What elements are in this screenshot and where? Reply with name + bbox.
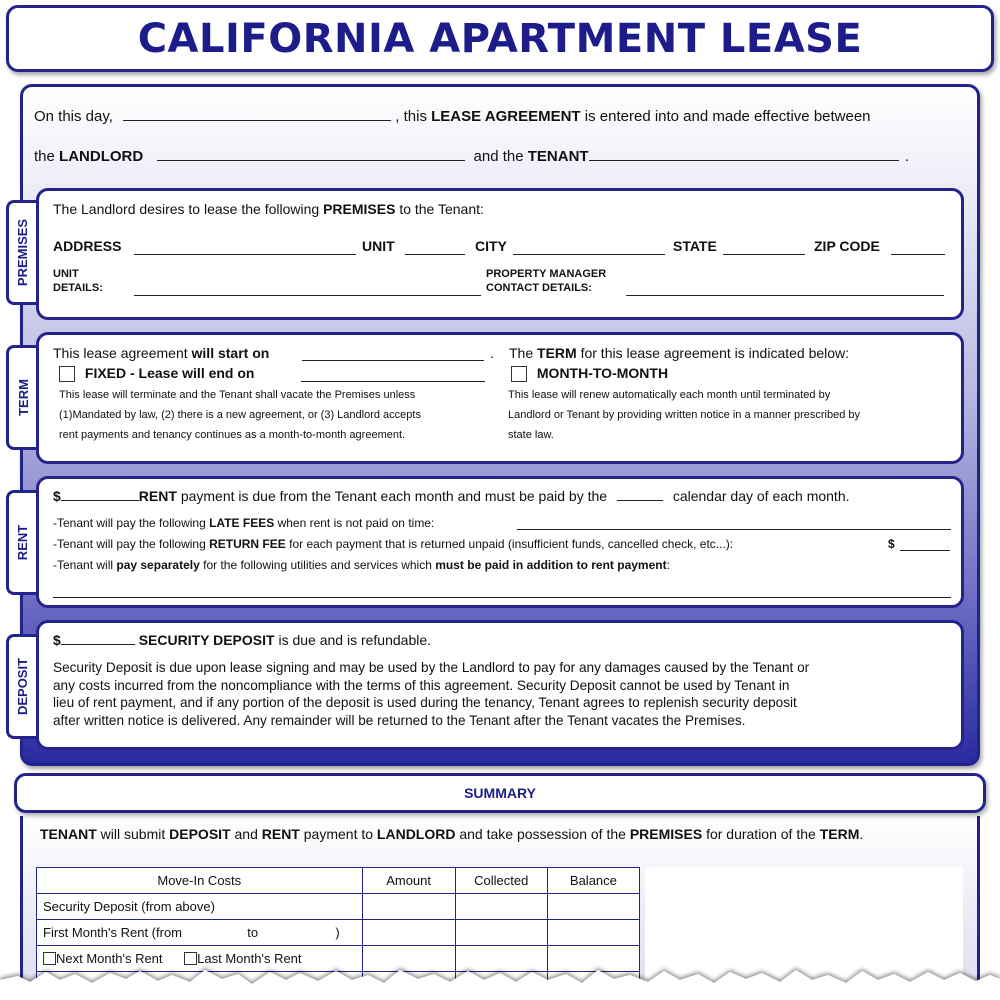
text: .: [490, 345, 494, 361]
rent-line: [53, 488, 850, 504]
fixed-description: [59, 385, 421, 445]
intro-line-2: [34, 148, 909, 165]
text: TERM: [537, 345, 577, 361]
intro-text: is entered into and made effective between: [584, 108, 871, 125]
amount-cell[interactable]: [362, 894, 455, 920]
text: payment is due from the Tenant each month and must be paid by the: [180, 488, 608, 504]
tab-premises-label: PREMISES: [15, 218, 31, 287]
text: ADDRESS: [53, 238, 122, 254]
text: The: [509, 345, 534, 361]
text: First Month's Rent (from: [43, 925, 183, 940]
table-header-row: [37, 868, 640, 894]
city-label: [475, 238, 507, 254]
text: ZIP CODE: [814, 238, 880, 254]
row-label: Security Deposit (from above): [37, 894, 363, 920]
late-fees-line: [53, 516, 434, 530]
amount-cell[interactable]: [362, 920, 455, 946]
text: must be paid in addition to rent payment: [435, 558, 667, 572]
text: PREMISES: [323, 201, 396, 217]
start-date-field[interactable]: [302, 360, 484, 361]
text: -Tenant will: [53, 558, 114, 572]
text: This lease will terminate and the Tenant shall vacate the Premises unless: [59, 389, 416, 401]
mtm-description: [508, 385, 860, 445]
summary-heading: SUMMARY: [464, 785, 536, 801]
unit-details-field[interactable]: [134, 295, 481, 296]
tab-rent: [6, 490, 37, 595]
tenant-label: TENANT: [527, 148, 589, 165]
text: Landlord or Tenant by providing written notice in a manner prescribed by: [508, 409, 860, 421]
address-label: [53, 238, 121, 254]
text: UNIT: [53, 268, 79, 280]
summary-bar: [14, 773, 986, 813]
text: when rent is not paid on time:: [277, 516, 435, 530]
text: SECURITY DEPOSIT: [138, 632, 275, 648]
text: (1)Mandated by law, (2) there is a new agreement, or (3) Landlord accepts: [59, 409, 421, 421]
text: calendar day of each month.: [672, 488, 850, 504]
text: lieu of rent payment, and if any portion of the deposit is used during the tenancy, Tenant agrees to replenish security deposit: [53, 695, 797, 710]
unit-field[interactable]: [405, 254, 465, 255]
term-panel: [36, 332, 964, 464]
text: Security Deposit is due upon lease signing and may be used by the Landlord to pay for any damages caused by the Tenant or: [53, 660, 810, 675]
text: TERM: [819, 826, 860, 842]
text: This lease will renew automatically each month until terminated by: [508, 389, 831, 401]
premises-panel: [36, 188, 964, 320]
text: after written notice is delivered. Any remainder will be returned to the Tenant after the Tenant vacates the Premises.: [53, 712, 746, 728]
text: PREMISES: [629, 826, 703, 842]
deposit-line: [53, 632, 431, 648]
tab-term-label: TERM: [15, 379, 31, 416]
date-field[interactable]: [123, 109, 391, 121]
text: PROPERTY MANAGER: [486, 268, 607, 280]
text: any costs incurred from the noncompliance with the terms of this agreement. Security Deposit cannot be used by Tenant in: [53, 677, 790, 693]
fixed-label: FIXED - Lease will end on: [84, 365, 255, 381]
text: and: [234, 826, 258, 842]
text: for this lease agreement is indicated below:: [580, 345, 850, 361]
text: to: [247, 925, 259, 940]
intro-text: the: [34, 148, 55, 165]
intro-line-1: [34, 108, 871, 125]
state-label: [673, 238, 717, 254]
header-move-in-costs: Move-In Costs: [37, 868, 363, 894]
start-line: [53, 345, 269, 361]
text: CITY: [475, 238, 507, 254]
intro-text: On this day,: [34, 108, 113, 125]
intro-text: , this: [395, 108, 427, 125]
text: CONTACT DETAILS:: [486, 282, 592, 294]
text: rent payments and tenancy continues as a month-to-month agreement.: [59, 429, 406, 441]
text: TENANT: [40, 826, 97, 842]
rent-amount-field[interactable]: [61, 489, 139, 501]
title-box: [6, 5, 994, 72]
premises-intro: [53, 201, 484, 217]
table-row: [37, 920, 640, 946]
term-line: [509, 345, 849, 361]
text: for each payment that is returned unpaid (insufficient funds, cancelled check, etc...):: [289, 537, 734, 551]
collected-cell[interactable]: [455, 920, 547, 946]
month-to-month-label: MONTH-TO-MONTH: [536, 365, 669, 381]
text: and take possession of the: [459, 826, 626, 842]
balance-cell[interactable]: [547, 894, 639, 920]
fixed-checkbox[interactable]: [59, 366, 75, 382]
property-manager-label: [486, 267, 606, 295]
tenant-field[interactable]: [589, 149, 899, 161]
text: for duration of the: [706, 826, 816, 842]
text: DEPOSIT: [169, 826, 231, 842]
landlord-field[interactable]: [157, 149, 465, 161]
unit-details-label: [53, 267, 103, 295]
document-title: CALIFORNIA APARTMENT LEASE: [137, 15, 863, 62]
text: $: [888, 537, 895, 551]
balance-cell[interactable]: [547, 920, 639, 946]
text: for the following utilities and services which: [203, 558, 432, 572]
text: This lease agreement: [53, 345, 188, 361]
intro-text: .: [904, 148, 909, 165]
lease-agreement-label: LEASE AGREEMENT: [431, 108, 581, 125]
header-balance: Balance: [547, 868, 639, 894]
deposit-panel: [36, 620, 964, 750]
header-collected: Collected: [455, 868, 547, 894]
mtm-option: [511, 365, 668, 382]
text: LANDLORD: [376, 826, 456, 842]
text: -Tenant will pay the following: [53, 516, 206, 530]
text: RETURN FEE: [209, 537, 286, 551]
tab-deposit-label: DEPOSIT: [15, 657, 31, 716]
text: will submit: [100, 826, 166, 842]
row-label: [37, 920, 363, 946]
text: is due and is refundable.: [278, 632, 432, 648]
address-field[interactable]: [134, 254, 356, 255]
return-fee-line: [53, 537, 733, 551]
deposit-amount-field[interactable]: [61, 633, 135, 645]
text: RENT: [261, 826, 300, 842]
utilities-field[interactable]: [53, 597, 951, 598]
tab-rent-label: RENT: [15, 524, 31, 561]
text: ): [335, 925, 340, 940]
property-manager-field[interactable]: [626, 295, 944, 296]
fixed-option: [59, 365, 254, 382]
tab-deposit: [6, 634, 37, 739]
tab-premises: [6, 200, 37, 305]
text: -Tenant will pay the following: [53, 537, 206, 551]
text: Last Month's Rent: [197, 951, 302, 966]
text: LATE FEES: [209, 516, 275, 530]
text: will start on: [191, 345, 270, 361]
zip-label: [814, 238, 880, 254]
text: :: [666, 558, 670, 572]
text: $: [53, 632, 61, 648]
end-date-field[interactable]: [301, 381, 485, 382]
text: $: [53, 488, 61, 504]
utilities-line: [53, 558, 670, 572]
collected-cell[interactable]: [455, 894, 547, 920]
late-fees-field[interactable]: [517, 529, 951, 530]
tab-term: [6, 345, 37, 450]
unit-label: [362, 238, 395, 254]
torn-edge-graphic: [0, 958, 1000, 1000]
rent-panel: [36, 476, 964, 608]
month-to-month-checkbox[interactable]: [511, 366, 527, 382]
landlord-label: LANDLORD: [59, 148, 144, 165]
text: to the Tenant:: [399, 201, 484, 217]
text: state law.: [508, 429, 554, 441]
return-fee-dollar: [888, 537, 895, 551]
text: payment to: [303, 826, 374, 842]
text: The Landlord desires to lease the following: [53, 201, 320, 217]
state-field[interactable]: [723, 254, 805, 255]
zip-field[interactable]: [891, 254, 945, 255]
text: RENT: [138, 488, 177, 504]
rent-day-field[interactable]: [617, 489, 663, 501]
text: STATE: [673, 238, 717, 254]
intro-text: and the: [473, 148, 524, 165]
table-row: [37, 894, 640, 920]
summary-text: [40, 826, 863, 842]
return-fee-field[interactable]: [900, 550, 950, 551]
text: DETAILS:: [53, 282, 103, 294]
header-amount: Amount: [362, 868, 455, 894]
text: pay separately: [116, 558, 200, 572]
city-field[interactable]: [513, 254, 665, 255]
text: Next Month's Rent: [56, 951, 163, 966]
deposit-terms: [53, 659, 809, 729]
text: UNIT: [362, 238, 395, 254]
text: .: [859, 826, 864, 842]
